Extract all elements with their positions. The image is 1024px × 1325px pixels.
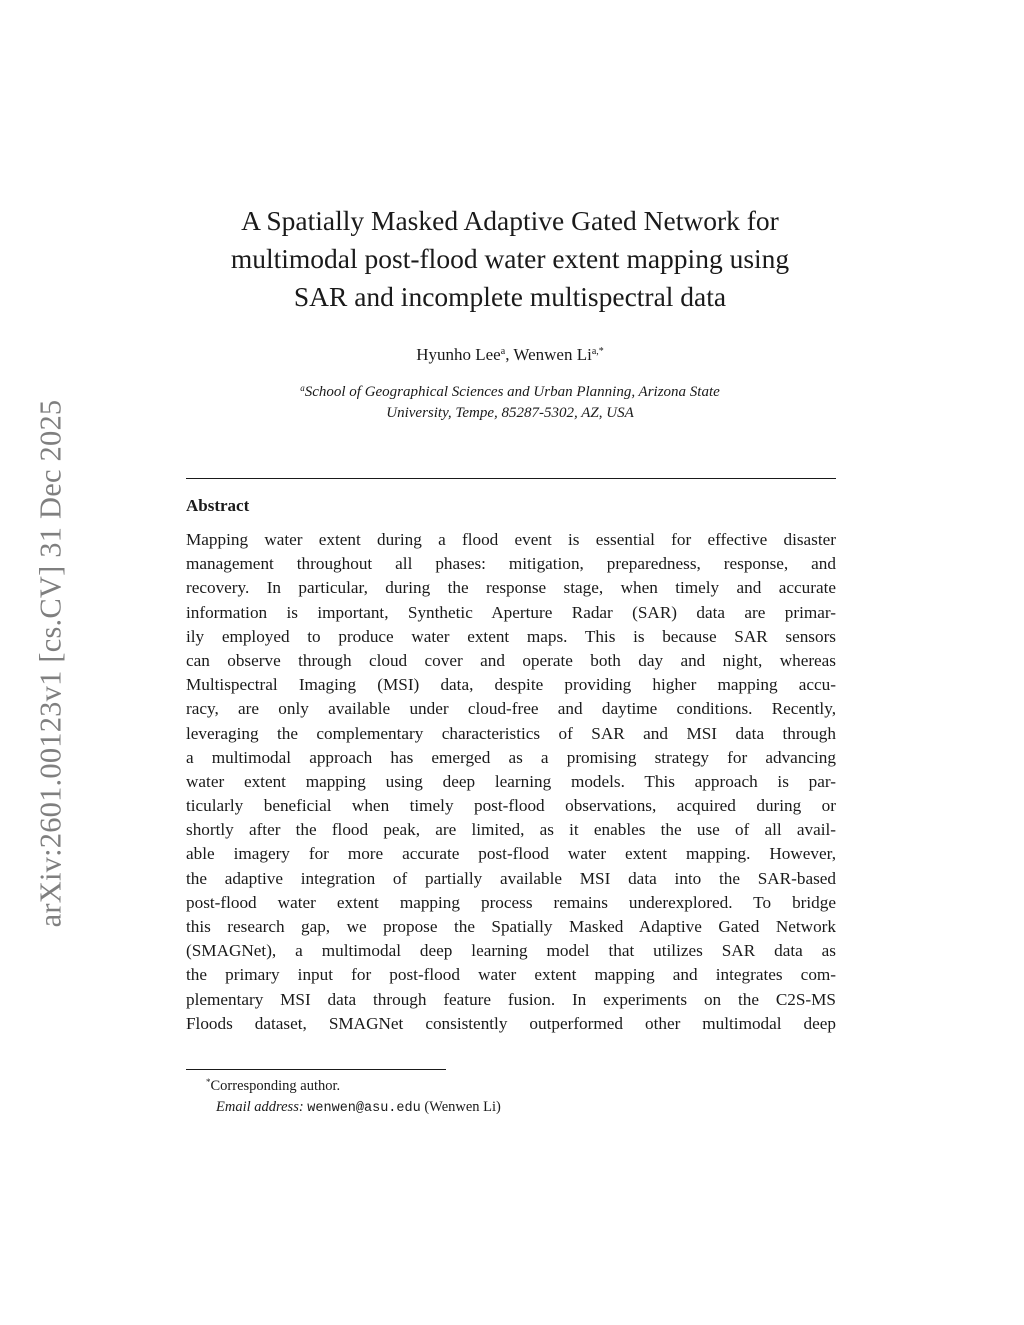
abstract-line: Multispectral Imaging (MSI) data, despite providing higher mapping accu-	[186, 675, 836, 695]
abstract-line: post-flood water extent mapping process remains underexplored. To bridge	[186, 892, 836, 912]
arxiv-stamp	[33, 368, 68, 958]
arxiv-identifier: arXiv:2601.00123v1 [cs.CV] 31 Dec 2025	[33, 399, 68, 927]
corresponding-author-note	[206, 1072, 846, 1097]
title-line: A Spatially Masked Adaptive Gated Network for	[241, 205, 779, 236]
email-label: Email address:	[216, 1099, 304, 1115]
affiliation-text: School of Geographical Sciences and Urban Planning, Arizona State	[304, 384, 720, 400]
affiliation-mark: a	[300, 383, 305, 393]
footnote	[206, 1072, 846, 1119]
abstract-line: ticularly beneficial when timely post-flood observations, acquired during or	[186, 796, 836, 816]
abstract-heading: Abstract	[186, 496, 250, 515]
abstract-line: shortly after the flood peak, are limited, as it enables the use of all avail-	[186, 820, 836, 840]
abstract-line: can observe through cloud cover and operate both day and night, whereas	[186, 650, 836, 670]
author-affiliation-mark: a	[500, 346, 506, 357]
footnote-mark: *	[206, 1077, 211, 1087]
abstract-line: information is important, Synthetic Aperture Radar (SAR) data are primar-	[186, 602, 836, 622]
abstract-line: recovery. In particular, during the response stage, when timely and accurate	[186, 578, 836, 598]
abstract-line: plementary MSI data through feature fusion. In experiments on the C2S-MS	[186, 989, 836, 1009]
abstract-line: the primary input for post-flood water extent mapping and integrates com-	[186, 965, 836, 985]
abstract-top-rule	[186, 478, 836, 479]
abstract-line: this research gap, we propose the Spatially Masked Adaptive Gated Network	[186, 917, 836, 936]
abstract-body	[186, 528, 836, 1036]
abstract-line: racy, are only available under cloud-free and daytime conditions. Recently,	[186, 699, 836, 719]
abstract-line: (SMAGNet), a multimodal deep learning model that utilizes SAR data as	[186, 941, 836, 961]
footnote-rule	[186, 1069, 446, 1070]
affiliation-line	[160, 378, 860, 403]
author-name: Wenwen Li	[513, 345, 592, 364]
abstract-line: management throughout all phases: mitigation, preparedness, response, and	[186, 554, 836, 574]
email-address[interactable]: wenwen@asu.edu	[307, 1101, 421, 1116]
author-separator: ,	[505, 345, 514, 364]
abstract-line: ily employed to produce water extent maps. This is because SAR sensors	[186, 626, 836, 646]
abstract-line: a multimodal approach has emerged as a promising strategy for advancing	[186, 747, 836, 767]
title-line: multimodal post-flood water extent mapping using	[230, 243, 790, 274]
affiliation-line: University, Tempe, 85287-5302, AZ, USA	[386, 405, 634, 421]
abstract-line: the adaptive integration of partially available MSI data into the SAR-based	[186, 868, 836, 888]
paper-title	[160, 202, 860, 316]
author-affiliation-mark: a,*	[591, 346, 604, 357]
email-owner: (Wenwen Li)	[424, 1099, 501, 1115]
corresponding-author-text: Corresponding author.	[210, 1078, 341, 1094]
author-name: Hyunho Lee	[416, 345, 501, 364]
abstract-line: Floods dataset, SMAGNet consistently outperformed other multimodal deep	[186, 1013, 836, 1033]
abstract-line: leveraging the complementary characteristics of SAR and MSI data through	[186, 723, 836, 743]
title-line: SAR and incomplete multispectral data	[293, 281, 727, 312]
abstract-line: water extent mapping using deep learning models. This approach is par-	[186, 771, 836, 791]
abstract-line: able imagery for more accurate post-flood water extent mapping. However,	[186, 844, 836, 864]
email-note	[206, 1097, 846, 1119]
abstract-line: Mapping water extent during a flood event is essential for effective disaster	[186, 530, 836, 549]
affiliation	[160, 378, 860, 424]
author-list	[160, 340, 860, 367]
